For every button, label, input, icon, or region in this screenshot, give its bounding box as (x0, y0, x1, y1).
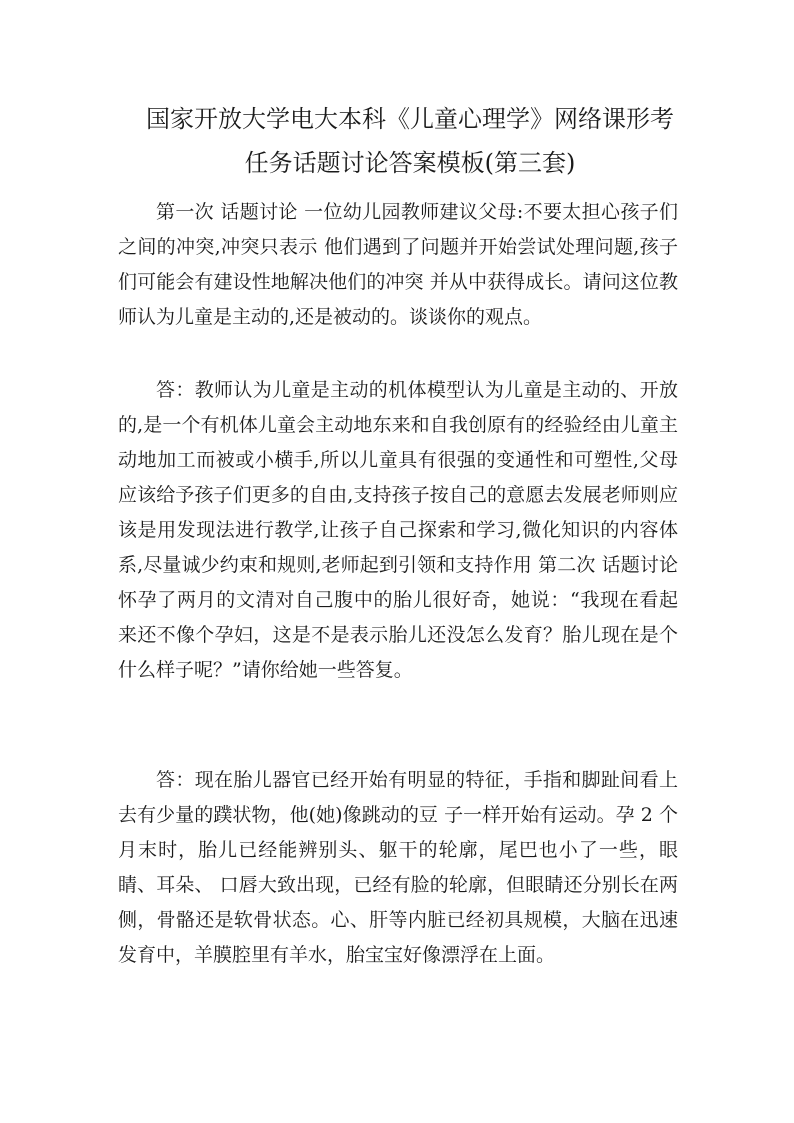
paragraph-question-1: 第一次 话题讨论 一位幼儿园教师建议父母:不要太担心孩子们之间的冲突,冲突只表示 他们遇到了问题并开始尝试处理问题,孩子们可能会有建设性地解决他们的冲突 并从中获得成长。请问这位教师认为儿童是主动的,还是被动的。谈谈你的观点。 (118, 201, 678, 328)
document-title-line-2: 任务话题讨论答案模板(第三套) (244, 149, 576, 177)
document-title-line-1: 国家开放大学电大本科《儿童心理学》网络课形考 (146, 105, 674, 133)
paragraph-answer-1: 答：教师认为儿童是主动的机体模型认为儿童是主动的、开放的,是一个有机体儿童会主动地东来和自我创原有的经验经由儿童主动地加工而被或小横手,所以儿童具有很强的变通性和可塑性,父母应该给予孩子们更多的自由,支持孩子按自己的意愿去发展老师则应该是用发现法进行教学,让孩子自己探索和学习,微化知识的内容体系,尽量诚少约束和规则,老师起到引领和支持作用 第二次 话题讨论 怀孕了两月的文清对自己腹中的胎儿很好奇，她说：“我现在看起来还不像个孕妇，这是不是表示胎儿还没怎么发育？胎儿现在是个什么样子呢？”请你给她一些答复。 (118, 379, 678, 681)
paragraph-answer-2: 答：现在胎儿器官已经开始有明显的特征，手指和脚趾间看上去有少量的蹼状物，他(她)像跳动的豆 子一样开始有运动。孕 2 个月末时，胎儿已经能辨别头、躯干的轮廓，尾巴也小了一些，眼睛、耳朵、 口唇大致出现，已经有脸的轮廓，但眼睛还分别长在两侧，骨骼还是软骨状态。心、肝等内脏已经初具规模，大脑在迅速发育中，羊膜腔里有羊水，胎宝宝好像漂浮在上面。 (118, 769, 678, 966)
